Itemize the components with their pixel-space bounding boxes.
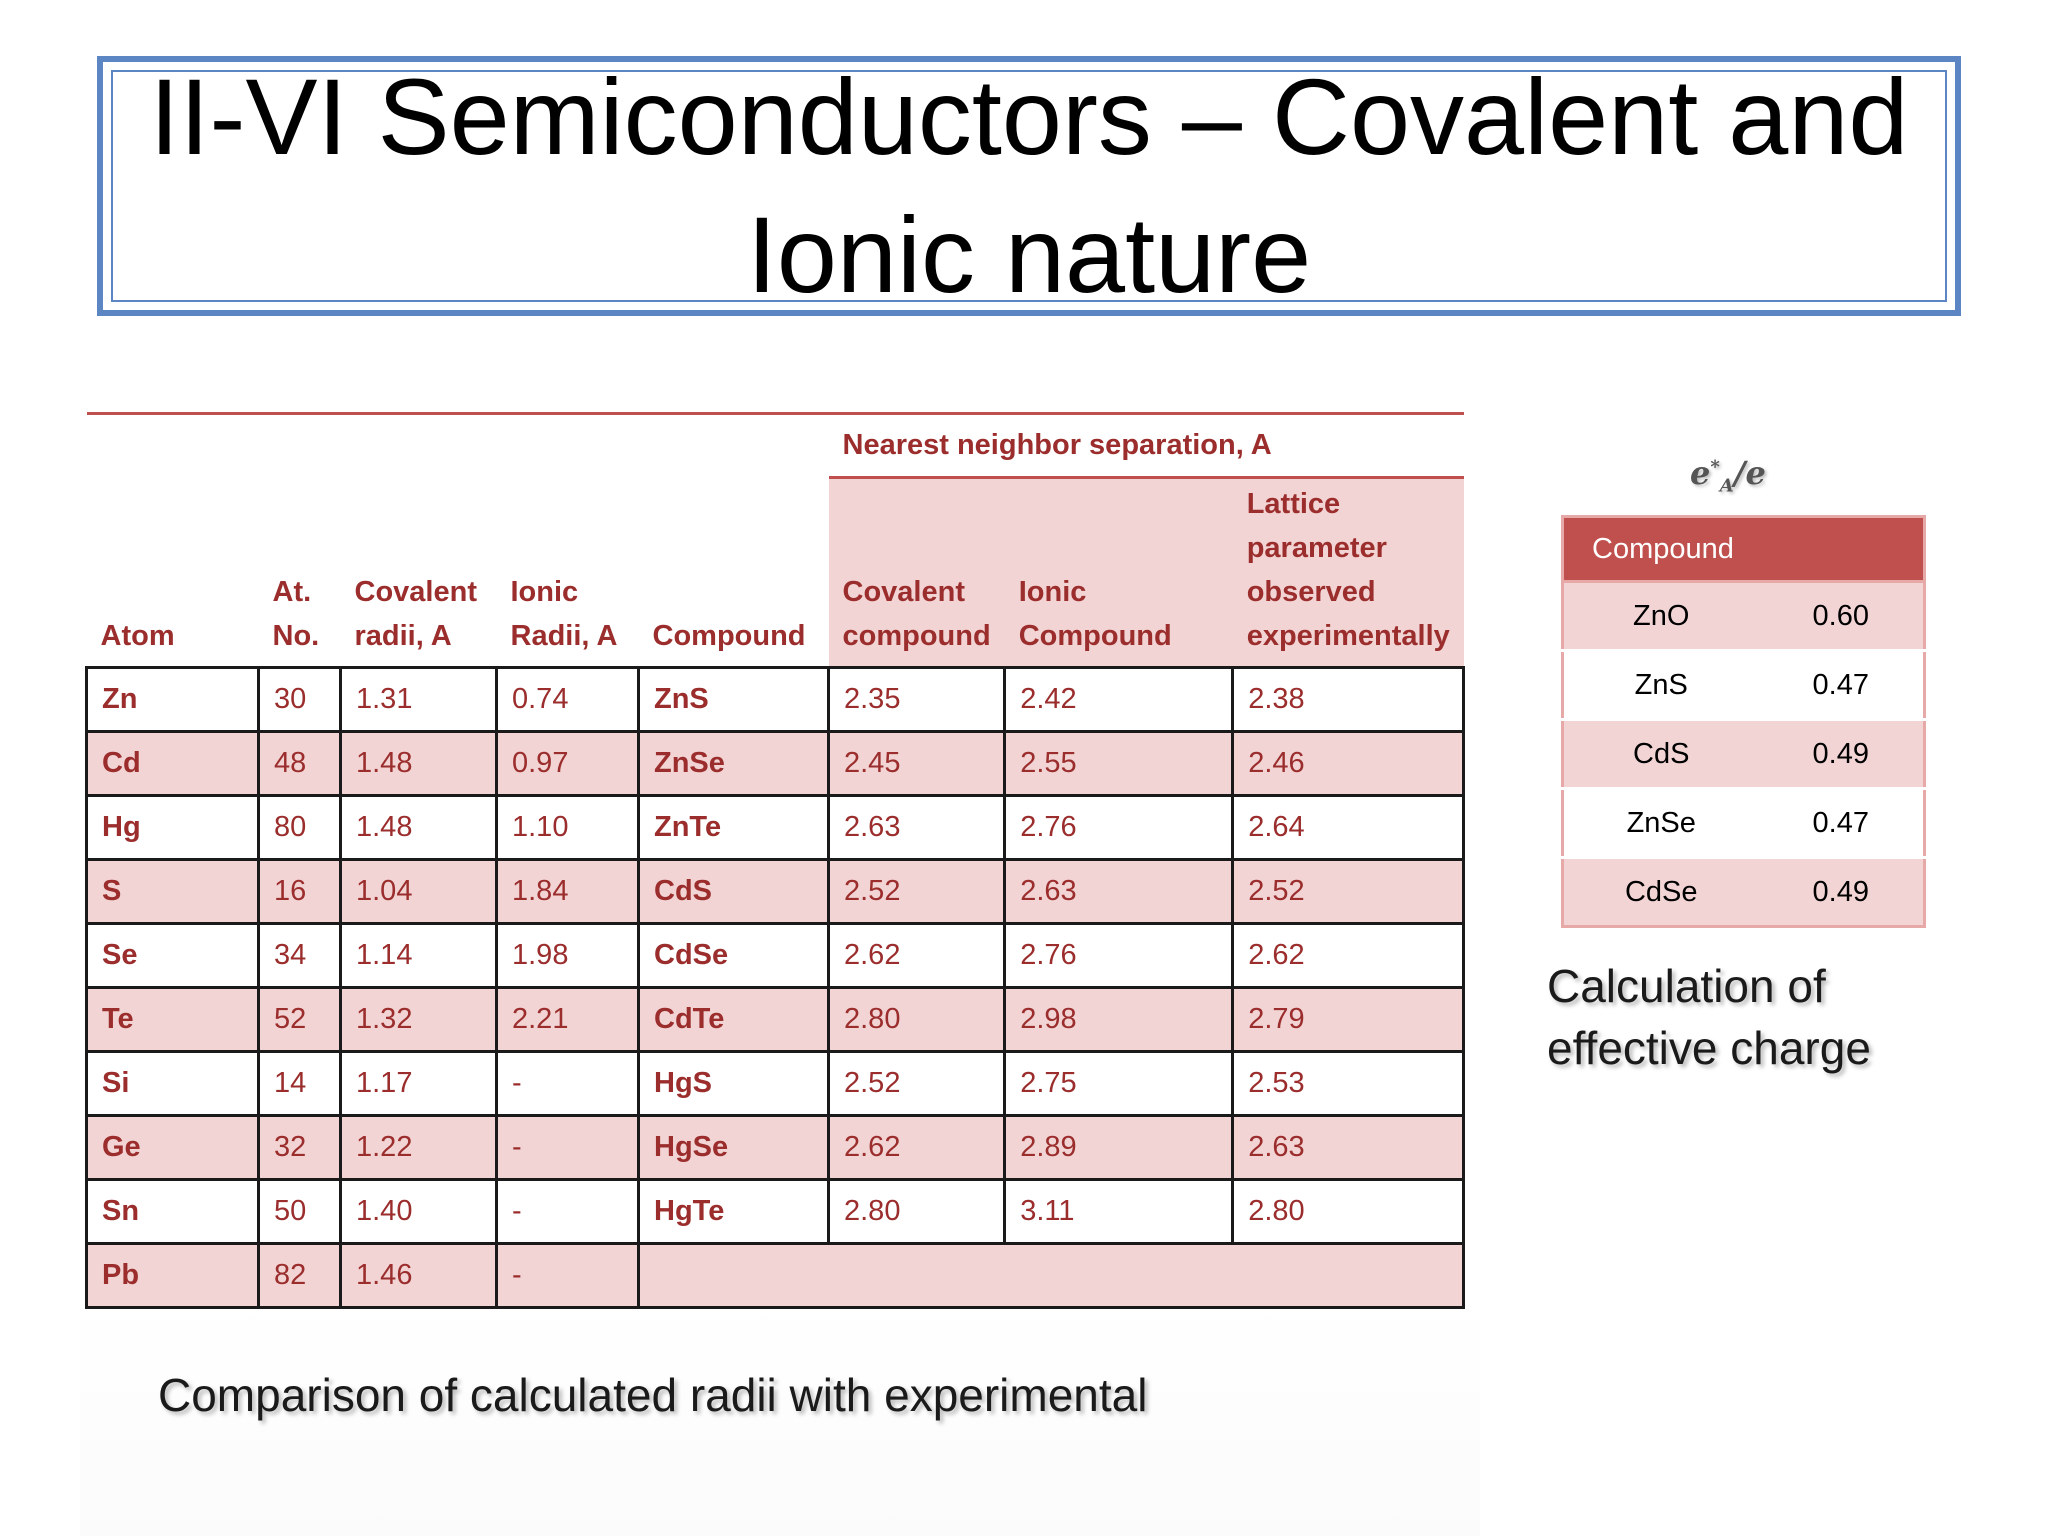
charge-cell-compound: CdSe [1563,858,1759,927]
cell-at-no: 32 [259,1116,341,1180]
cell-atom: Se [87,924,259,988]
cell-covalent-radius: 1.17 [341,1052,497,1116]
table-row [1563,582,1925,651]
group-header-spacer [87,414,829,478]
charge-header-row [1563,517,1925,582]
charge-cell-compound: ZnS [1563,651,1759,720]
charge-cell-compound: ZnO [1563,582,1759,651]
cell-ionic-radius: 1.84 [497,860,639,924]
slide-title: II-VI Semiconductors – Covalent and Ionic nature [149,56,1909,315]
cell-nn-covalent: 2.62 [829,1116,1005,1180]
cell-lattice: 2.80 [1233,1180,1464,1244]
cell-compound: HgTe [639,1180,829,1244]
col-header-ionic-compound: Ionic Compound [1005,478,1233,668]
cell-ionic-radius: - [497,1052,639,1116]
charge-cell-value: 0.47 [1759,651,1925,720]
table-row [1563,651,1925,720]
cell-nn-covalent: 2.80 [829,988,1005,1052]
column-header-row [87,478,1464,668]
table-row [87,1180,1464,1244]
effective-charge-label [1690,454,1770,496]
cell-lattice: 2.63 [1233,1116,1464,1180]
group-header-label: Nearest neighbor separation, A [829,414,1464,478]
caption-comparison: Comparison of calculated radii with experimental [158,1369,1148,1421]
cell-ionic-radius: 1.98 [497,924,639,988]
cell-ionic-radius: 0.97 [497,732,639,796]
table-row [1563,789,1925,858]
col-header-at-no: At. No. [272,576,320,652]
table-row [87,860,1464,924]
cell-ionic-radius: - [497,1116,639,1180]
table-row [87,1116,1464,1180]
cell-lattice: 2.64 [1233,796,1464,860]
cell-lattice: 2.52 [1233,860,1464,924]
cell-compound: ZnSe [639,732,829,796]
charge-cell-value: 0.47 [1759,789,1925,858]
cell-atom: Zn [87,668,259,732]
charge-header-compound: Compound [1563,517,1925,582]
caption-effective-charge: Calculation of effective charge [1547,960,1871,1074]
cell-atom: Te [87,988,259,1052]
charge-cell-compound: ZnSe [1563,789,1759,858]
cell-covalent-radius: 1.48 [341,796,497,860]
cell-ionic-radius: - [497,1244,639,1308]
cell-covalent-radius: 1.22 [341,1116,497,1180]
cell-at-no: 52 [259,988,341,1052]
cell-atom: Si [87,1052,259,1116]
cell-at-no: 30 [259,668,341,732]
cell-covalent-radius: 1.14 [341,924,497,988]
cell-nn-covalent: 2.45 [829,732,1005,796]
cell-compound: HgS [639,1052,829,1116]
cell-ionic-radius: 2.21 [497,988,639,1052]
table-row [87,796,1464,860]
cell-compound: CdTe [639,988,829,1052]
cell-lattice: 2.38 [1233,668,1464,732]
cell-ionic-radius: 0.74 [497,668,639,732]
cell-nn-ionic: 2.63 [1005,860,1233,924]
table-row [1563,858,1925,927]
cell-atom: Cd [87,732,259,796]
table-row [87,988,1464,1052]
cell-covalent-radius: 1.31 [341,668,497,732]
cell-nn-ionic: 2.98 [1005,988,1233,1052]
table-row [1563,720,1925,789]
cell-compound: CdS [639,860,829,924]
cell-atom: Sn [87,1180,259,1244]
col-header-compound: Compound [652,620,806,652]
cell-nn-covalent: 2.52 [829,860,1005,924]
cell-at-no: 50 [259,1180,341,1244]
cell-nn-covalent: 2.35 [829,668,1005,732]
eq-label-divisor: /e [1733,454,1766,492]
cell-at-no: 34 [259,924,341,988]
charge-cell-value: 0.49 [1759,858,1925,927]
cell-lattice: 2.46 [1233,732,1464,796]
cell-at-no: 48 [259,732,341,796]
cell-nn-ionic: 2.76 [1005,796,1233,860]
cell-nn-covalent: 2.80 [829,1180,1005,1244]
cell-at-no: 14 [259,1052,341,1116]
cell-lattice: 2.53 [1233,1052,1464,1116]
cell-ionic-radius: 1.10 [497,796,639,860]
cell-at-no: 16 [259,860,341,924]
col-header-lattice: Lattice parameter observed experimentally [1233,478,1464,668]
cell-nn-ionic: 3.11 [1005,1180,1233,1244]
col-header-ionic-radii: Ionic Radii, A [510,576,618,652]
cell-at-no: 82 [259,1244,341,1308]
cell-nn-covalent: 2.63 [829,796,1005,860]
eq-label-subscript: A [1719,475,1734,497]
table-row [87,924,1464,988]
cell-covalent-radius: 1.04 [341,860,497,924]
eq-label-superscript: * [1710,456,1720,478]
col-header-covalent-compound: Covalent compound [829,478,1005,668]
eq-label-text: e [1690,454,1711,492]
charge-cell-value: 0.49 [1759,720,1925,789]
cell-nn-ionic: 2.75 [1005,1052,1233,1116]
cell-atom: Hg [87,796,259,860]
table-row [87,1244,1464,1308]
cell-at-no: 80 [259,796,341,860]
cell-compound: ZnTe [639,796,829,860]
cell-nn-covalent: 2.62 [829,924,1005,988]
charge-cell-compound: CdS [1563,720,1759,789]
cell-lattice: 2.62 [1233,924,1464,988]
col-header-covalent-radii: Covalent radii, A [354,576,477,652]
col-header-atom: Atom [100,620,175,652]
cell-nn-ionic: 2.42 [1005,668,1233,732]
title-box [97,56,1961,316]
cell-atom: Pb [87,1244,259,1308]
radii-table [85,412,1465,1309]
cell-compound: ZnS [639,668,829,732]
cell-nn-ionic: 2.76 [1005,924,1233,988]
cell-nn-ionic: 2.55 [1005,732,1233,796]
cell-compound: HgSe [639,1116,829,1180]
group-header-row [87,414,1464,478]
table-row [87,732,1464,796]
cell-covalent-radius: 1.46 [341,1244,497,1308]
cell-ionic-radius: - [497,1180,639,1244]
cell-atom: S [87,860,259,924]
table-row [87,668,1464,732]
table-row [87,1052,1464,1116]
cell-empty [639,1244,1464,1308]
cell-covalent-radius: 1.48 [341,732,497,796]
title-inner-frame [111,56,1947,315]
cell-covalent-radius: 1.40 [341,1180,497,1244]
cell-nn-ionic: 2.89 [1005,1116,1233,1180]
cell-lattice: 2.79 [1233,988,1464,1052]
cell-nn-covalent: 2.52 [829,1052,1005,1116]
cell-covalent-radius: 1.32 [341,988,497,1052]
cell-compound: CdSe [639,924,829,988]
charge-cell-value: 0.60 [1759,582,1925,651]
effective-charge-table [1561,515,1926,928]
cell-atom: Ge [87,1116,259,1180]
